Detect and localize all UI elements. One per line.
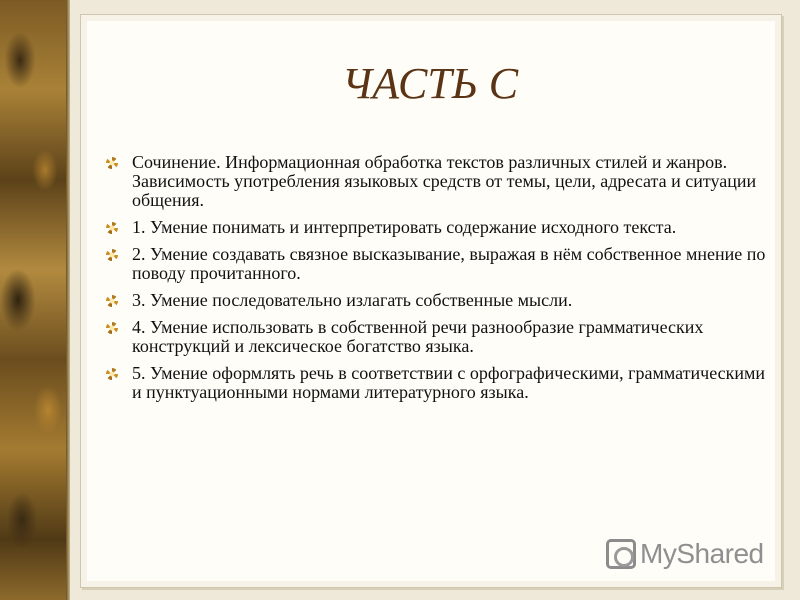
list-item: [104, 218, 766, 237]
bullet-list: [104, 153, 766, 410]
myshared-logo-icon: [606, 539, 636, 569]
watermark-text: MyShared: [640, 538, 764, 569]
list-item: [104, 245, 766, 283]
list-item-text: 2. Умение создавать связное высказывание, выражая в нём собственное мнение по поводу прочитанного.: [132, 244, 766, 283]
strip-border: [66, 0, 70, 600]
bullet-icon: [106, 368, 118, 380]
list-item-text: 4. Умение использовать в собственной речи разнообразие грамматических конструкций и лексическое богатство языка.: [132, 317, 704, 356]
decorative-left-strip: [0, 0, 66, 600]
list-item: [104, 153, 766, 210]
list-item-text: 1. Умение понимать и интерпретировать содержание исходного текста.: [132, 217, 677, 237]
list-item-text: Сочинение. Информационная обработка текстов различных стилей и жанров. Зависимость употребления языковых средств от темы, цели, адресата и ситуации общения.: [132, 152, 757, 210]
list-item: [104, 291, 766, 310]
bullet-icon: [106, 295, 118, 307]
bullet-icon: [106, 249, 118, 261]
bullet-icon: [106, 222, 118, 234]
list-item: [104, 318, 766, 356]
watermark-logo: [606, 537, 764, 571]
list-item: [104, 364, 766, 402]
slide-title: ЧАСТЬ С: [341, 59, 519, 108]
list-item-text: 3. Умение последовательно излагать собственные мысли.: [132, 290, 573, 310]
bullet-icon: [106, 322, 118, 334]
list-item-text: 5. Умение оформлять речь в соответствии с орфографическими, грамматическими и пунктуационными нормами литературного языка.: [132, 363, 766, 402]
bullet-icon: [106, 157, 118, 169]
